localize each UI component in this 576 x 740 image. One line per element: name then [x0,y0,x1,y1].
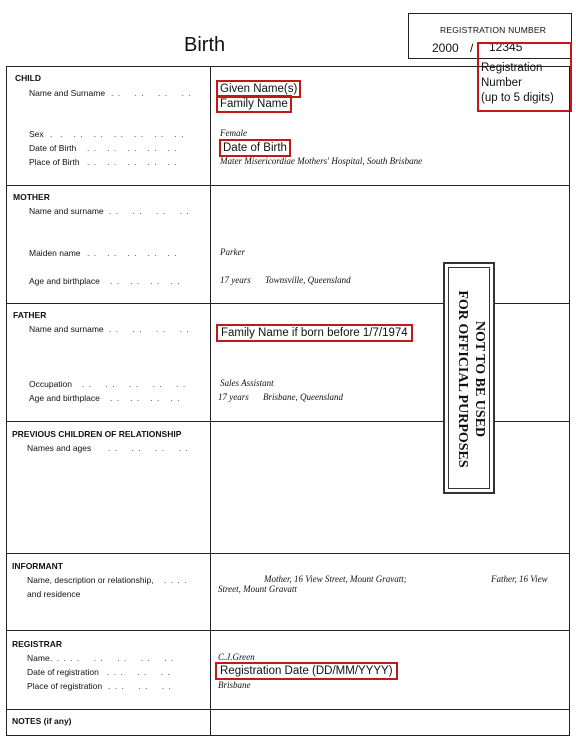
mother-birthplace-value: Townsville, Queensland [265,275,351,285]
registrar-date-label: Date of registration [27,667,99,677]
child-name-label: Name and Surname [29,88,106,98]
registration-hint-line3: (up to 5 digits) [481,92,554,104]
informant-label-line2: and residence [27,589,81,599]
registration-hint-line1: Registration [481,62,543,74]
leader-dots: . . . . . . . [107,667,171,677]
divider-mother [6,185,570,186]
mother-maiden-value: Parker [220,247,245,257]
father-age-value: 17 years [218,392,249,402]
mother-heading: MOTHER [13,192,50,202]
stamp-line1: NOT TO BE USED [472,320,487,438]
column-divider [210,66,211,736]
registrar-date-hint: Registration Date (DD/MM/YYYY) [215,662,398,680]
registration-hint-line2: Number [481,77,522,89]
father-age-label: Age and birthplace [29,393,100,403]
not-for-official-use-stamp [443,262,495,494]
child-given-name-hint: Given Name(s) [216,80,301,98]
informant-heading: INFORMANT [12,561,63,571]
child-sex-label: Sex [29,129,44,139]
registration-slash: / [470,41,474,55]
registration-number-label: REGISTRATION NUMBER [440,25,547,35]
child-dob-label: Date of Birth [29,143,77,153]
child-dob-hint: Date of Birth [219,139,291,157]
previous-children-label: Names and ages [27,443,92,453]
divider-registrar [6,630,570,631]
child-family-name-hint: Family Name [216,95,292,113]
mother-age-value: 17 years [220,275,251,285]
notes-heading: NOTES (if any) [12,716,72,726]
informant-value-part1: Mother, 16 View Street, Mount Gravatt; [264,574,407,584]
father-name-hint: Family Name if born before 1/7/1974 [216,324,413,342]
registrar-heading: REGISTRAR [12,639,63,649]
leader-dots: . . . . . . . . . . [82,379,187,389]
leader-dots: . . . . . . . . . . [87,157,178,167]
registrar-name-label: Name [27,653,50,663]
leader-dots: . . . . [164,575,188,585]
father-occupation-value: Sales Assistant [220,378,274,388]
child-heading: CHILD [15,73,41,83]
form-title: Birth [184,34,226,56]
leader-dots: . . . . . . . . . . . . . [50,653,175,663]
father-birthplace-value: Brisbane, Queensland [263,392,343,402]
informant-label-line1: Name, description or relationship, [27,575,154,585]
registrar-name-value: C.J.Green [218,652,255,662]
father-occupation-label: Occupation [29,379,72,389]
registration-year: 2000 [432,41,459,55]
leader-dots: . . . . . . . . [110,276,181,286]
leader-dots: . . . . . . . [108,681,172,691]
leader-dots: . . . . . . . . [109,324,190,334]
registration-number-value: 12345 [489,40,523,54]
mother-age-label: Age and birthplace [29,276,100,286]
leader-dots: . . . . . . . . . . . . . . [50,129,185,139]
leader-dots: . . . . . . . . [110,393,181,403]
informant-value-line2: Street, Mount Gravatt [218,584,297,594]
leader-dots: . . . . . . . . [109,206,190,216]
child-sex-value: Female [220,128,247,138]
registrar-place-label: Place of registration [27,681,103,691]
leader-dots: . . . . . . . . . . [87,143,178,153]
previous-children-heading: PREVIOUS CHILDREN OF RELATIONSHIP [12,429,182,439]
registrar-place-value: Brisbane [218,680,251,690]
child-place-value: Mater Misericordiae Mothers' Hospital, South Brisbane [220,156,423,166]
leader-dots: . . . . . . . . . . [87,248,178,258]
mother-name-label: Name and surname [29,206,104,216]
leader-dots: . . . . . . . . [111,88,192,98]
mother-maiden-label: Maiden name [29,248,81,258]
father-heading: FATHER [13,310,47,320]
divider-informant [6,553,570,554]
divider-notes [6,709,570,710]
father-name-label: Name and surname [29,324,104,334]
stamp-line2: FOR OFFICIAL PURPOSES [455,290,470,468]
informant-value-part2: Father, 16 View [491,574,548,584]
child-place-label: Place of Birth [29,157,80,167]
leader-dots: . . . . . . . . [108,443,189,453]
